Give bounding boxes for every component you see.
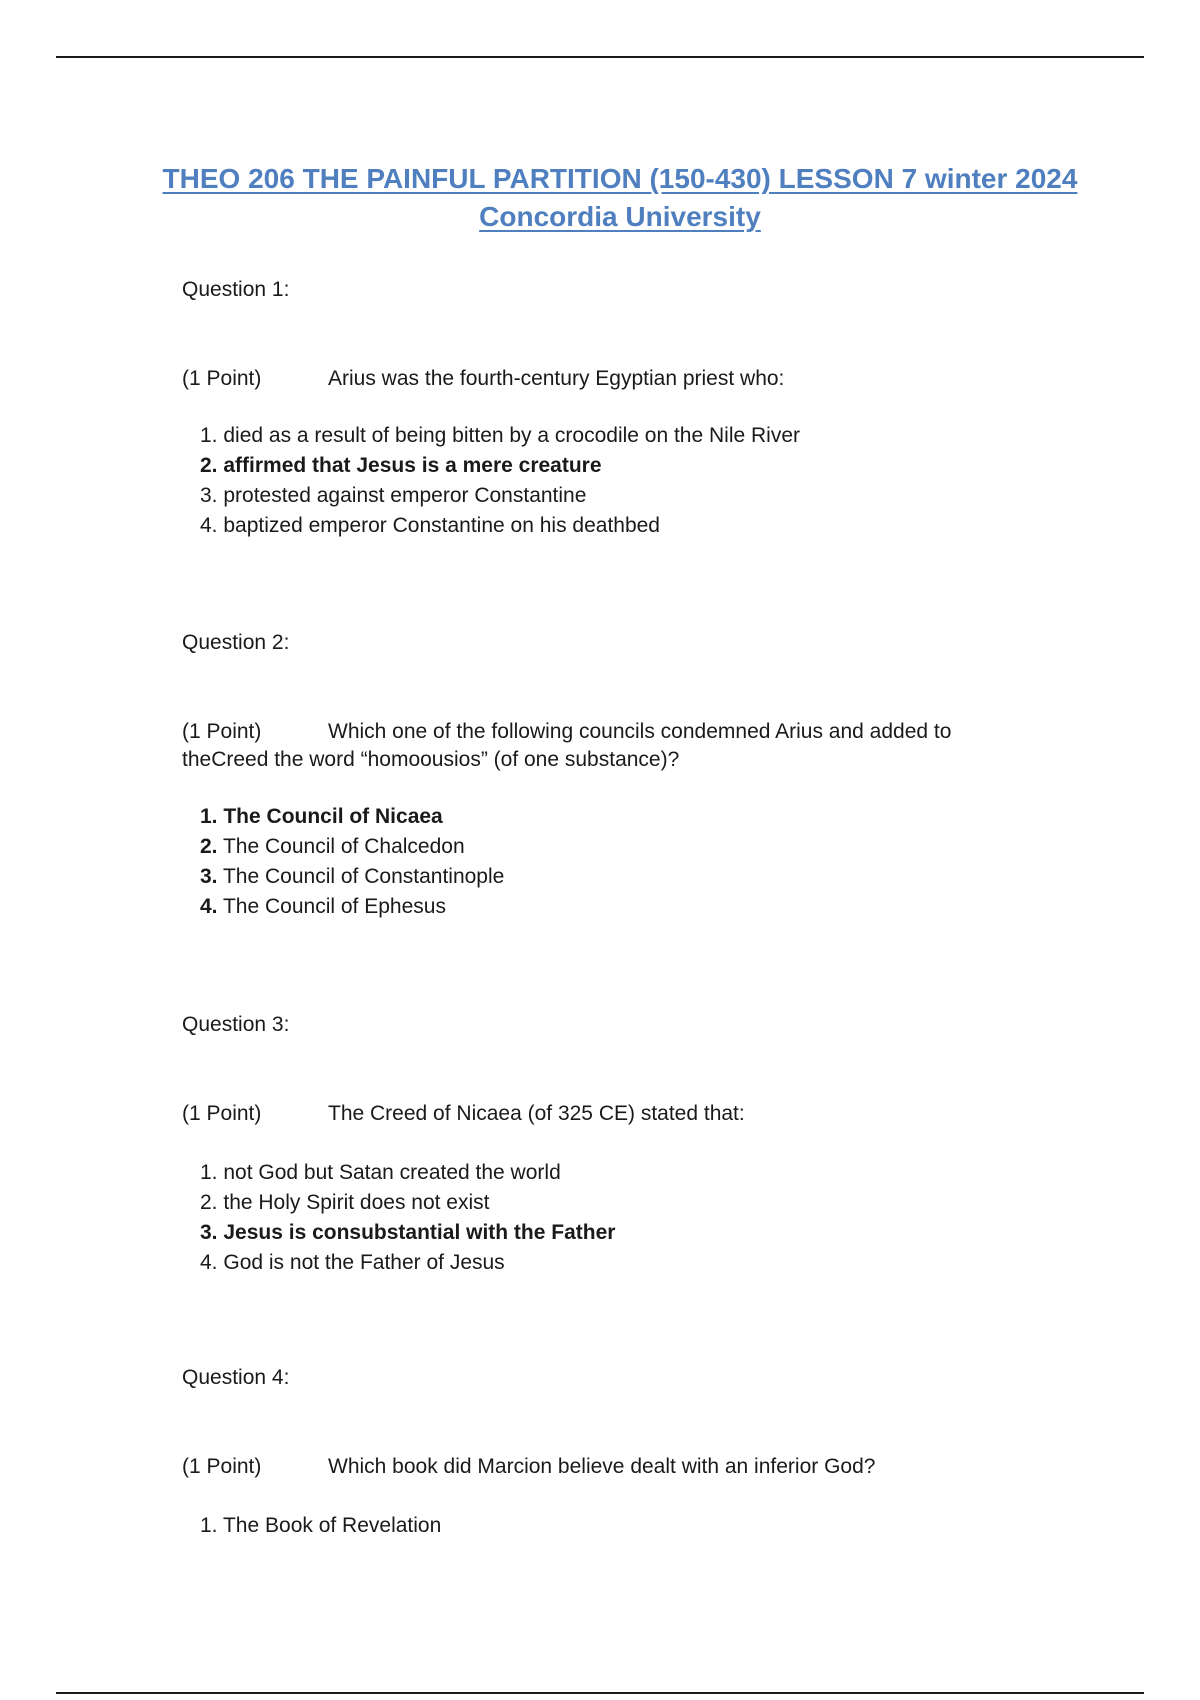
answer-option: 4. baptized emperor Constantine on his deathbed	[200, 514, 660, 537]
question-heading: Question 4:	[182, 1366, 290, 1389]
question-3	[182, 1011, 1042, 1278]
answer-option: 2. The Council of Chalcedon	[200, 835, 465, 858]
answer-option: 3. The Council of Constantinople	[200, 865, 505, 888]
document-title: THEO 206 THE PAINFUL PARTITION (150-430) LESSON 7 winter 2024 Concordia University	[162, 163, 1078, 232]
answer-options	[200, 802, 1042, 922]
question-text: Arius was the fourth-century Egyptian priest who:	[328, 367, 785, 390]
top-rule	[56, 56, 1144, 58]
answer-option-correct: 1. The Council of Nicaea	[200, 805, 443, 828]
question-prompt	[182, 718, 1042, 774]
answer-options	[200, 421, 1042, 541]
question-points: (1 Point)	[182, 720, 262, 743]
question-prompt	[182, 365, 1042, 393]
answer-option: 1. died as a result of being bitten by a crocodile on the Nile River	[200, 424, 801, 447]
question-heading: Question 2:	[182, 631, 290, 654]
answer-option-correct: 2. affirmed that Jesus is a mere creature	[200, 454, 602, 477]
answer-option: 4. The Council of Ephesus	[200, 895, 446, 918]
question-heading: Question 3:	[182, 1013, 290, 1036]
answer-option-correct: 3. Jesus is consubstantial with the Father	[200, 1221, 616, 1244]
question-points: (1 Point)	[182, 1455, 262, 1478]
answer-option: 4. God is not the Father of Jesus	[200, 1251, 505, 1274]
answer-option: 1. not God but Satan created the world	[200, 1161, 561, 1184]
question-points: (1 Point)	[182, 367, 262, 390]
question-4	[182, 1364, 1042, 1541]
answer-option: 2. the Holy Spirit does not exist	[200, 1191, 490, 1214]
question-2	[182, 629, 1042, 922]
question-prompt	[182, 1453, 1042, 1481]
answer-option: 1. The Book of Revelation	[200, 1514, 442, 1537]
answer-option: 3. protested against emperor Constantine	[200, 484, 587, 507]
question-text: The Creed of Nicaea (of 325 CE) stated that:	[328, 1102, 745, 1125]
answer-options	[200, 1511, 1042, 1541]
question-text: Which book did Marcion believe dealt with an inferior God?	[328, 1455, 876, 1478]
question-1	[182, 276, 1042, 541]
question-text: Which one of the following councils condemned Arius and added to theCreed the word “homoousios” (of one substance)?	[182, 720, 952, 771]
question-heading: Question 1:	[182, 278, 290, 301]
bottom-rule	[56, 1692, 1144, 1694]
question-prompt	[182, 1100, 1042, 1128]
answer-options	[200, 1158, 1042, 1278]
question-points: (1 Point)	[182, 1102, 262, 1125]
